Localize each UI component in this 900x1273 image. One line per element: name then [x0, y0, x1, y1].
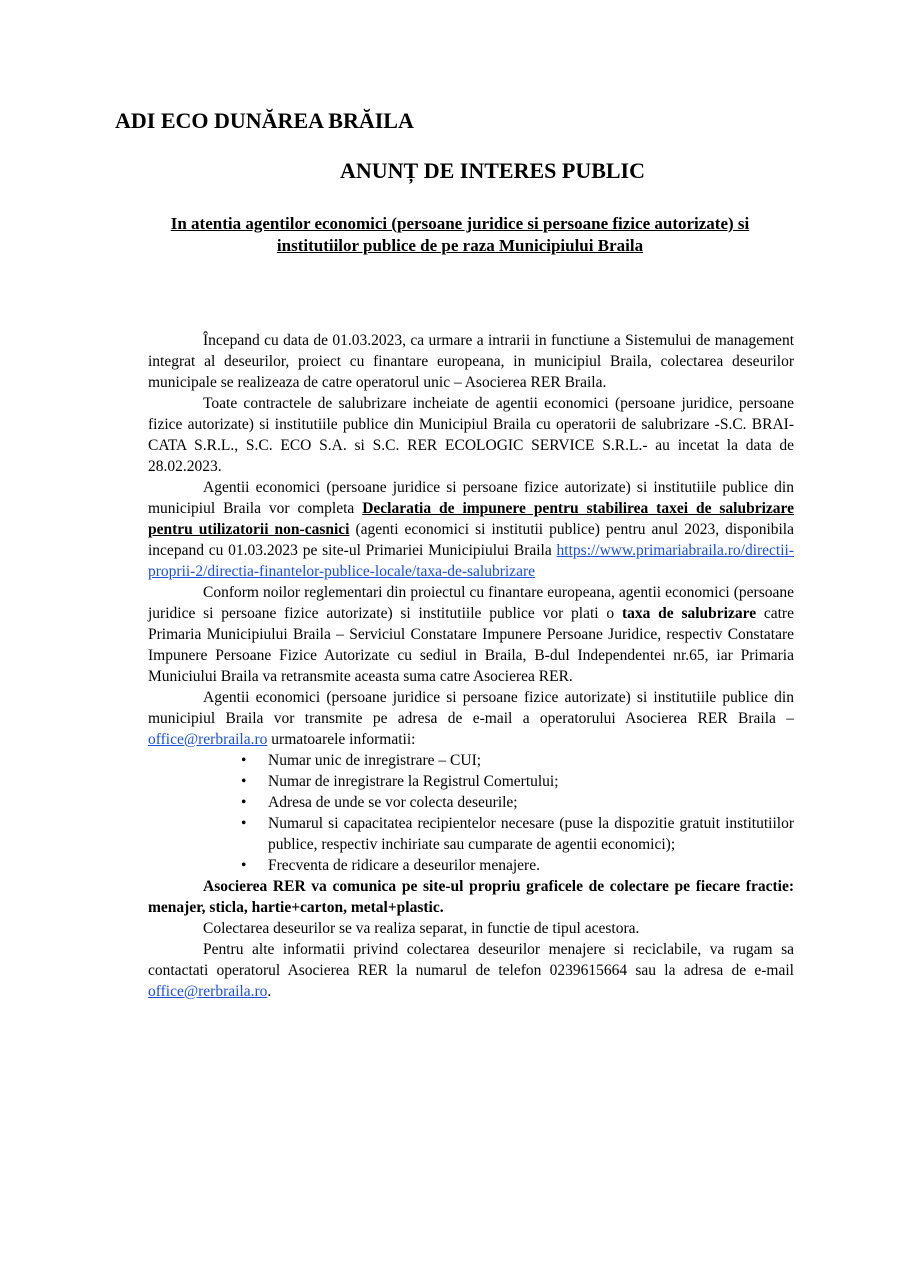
list-item: • Numar de inregistrare la Registrul Comertului;: [241, 771, 794, 792]
document-body: [148, 330, 794, 1002]
paragraph-tax: [148, 582, 794, 687]
list-item: • Numar unic de inregistrare – CUI;: [241, 750, 794, 771]
text: Pentru alte informatii privind colectarea deseurilor menajere si reciclabile, va rugam sa contactati operatorul Asocierea RER la numarul de telefon 0239615664 sau la adresa de e-mail: [148, 941, 794, 979]
tax-term: taxa de salubrizare: [621, 605, 757, 622]
list-item: • Adresa de unde se vor colecta deseurile;: [241, 792, 794, 813]
paragraph-declaration: [148, 477, 794, 582]
contact-email-link[interactable]: office@rerbraila.ro: [148, 983, 268, 1000]
announcement-title: ANUNȚ DE INTERES PUBLIC: [340, 158, 646, 183]
text: Agentii economici (persoane juridice si persoane fizice autorizate) si institutiile publice din municipiul Braila vor completa: [148, 479, 794, 517]
text: (agenti economici si institutii publice) pentru anul 2023, disponibila incepand cu 01.03.2023 pe site-ul Primariei Municipiului Braila: [148, 521, 794, 559]
paragraph-separate-collection: Colectarea deseurilor se va realiza separat, in functie de tipul acestora.: [203, 920, 640, 937]
text: urmatoarele informatii:: [267, 731, 416, 748]
office-email-link[interactable]: office@rerbraila.ro: [148, 731, 268, 748]
text: Conform noilor reglementari din proiectul cu finantare europeana, agentii economici (persoane juridice si persoane fizice autorizate) si institutiile publice vor plati o: [148, 584, 794, 622]
primaria-link[interactable]: https://www.primariabraila.ro/directii-proprii-2/directia-finantelor-publice-locale/taxa-de-salubrizare: [148, 542, 794, 580]
paragraph-contracts: Toate contractele de salubrizare incheiate de agentii economici (persoane juridice, persoane fizice autorizate) si institutiile publice din Municipiul Braila cu operatorii de salubrizare -S.C. BRAI-CATA S.R.L., S.C. ECO S.A. si S.C. RER ECOLOGIC SERVICE S.R.L.- au incetat la data de 28.02.2023.: [148, 395, 794, 475]
paragraph-start-date: Începand cu data de 01.03.2023, ca urmare a intrarii in functiune a Sistemului de management integrat al deseurilor, proiect cu finantare europeana, in municipiul Braila, colectarea deseurilor municipale se realizeaza de catre operatorul unic – Asocierea RER Braila.: [148, 332, 794, 391]
declaration-title: Declaratia de impunere pentru stabilirea taxei de salubrizare pentru utilizatorii non-casnici: [148, 500, 794, 538]
required-info-list: [148, 750, 794, 876]
paragraph-contact: [148, 939, 794, 1002]
list-item: • Numarul si capacitatea recipientelor necesare (puse la dispozitie gratuit institutiilor publice, respectiv inchiriate sau cumparate de agentii economici);: [241, 813, 794, 855]
subtitle: In atentia agentilor economici (persoane juridice si persoane fizice autorizate) si institutiilor publice de pe raza Municipiului Braila: [170, 214, 750, 255]
text: Agentii economici (persoane juridice si persoane fizice autorizate) si institutiile publice din municipiul Braila vor transmite pe adresa de e-mail a operatorului Asocierea RER Braila –: [148, 689, 794, 727]
list-item: • Frecventa de ridicare a deseurilor menajere.: [241, 855, 794, 876]
text: catre Primaria Municipiului Braila – Serviciul Constatare Impunere Persoane Juridice, respectiv Constatare Impunere Persoane Fizice Autorizate cu sediul in Braila, B-dul Independentei nr.65, iar Primaria Municiului Braila va retransmite aceasta suma catre Asocierea RER.: [148, 605, 794, 685]
paragraph-email-info: [148, 687, 794, 750]
organization-title: ADI ECO DUNĂREA BRĂILA: [115, 108, 414, 133]
paragraph-schedule: Asocierea RER va comunica pe site-ul propriu graficele de colectare pe fiecare fractie: menajer, sticla, hartie+carton, metal+plastic.: [148, 878, 794, 916]
text: .: [267, 983, 272, 1000]
